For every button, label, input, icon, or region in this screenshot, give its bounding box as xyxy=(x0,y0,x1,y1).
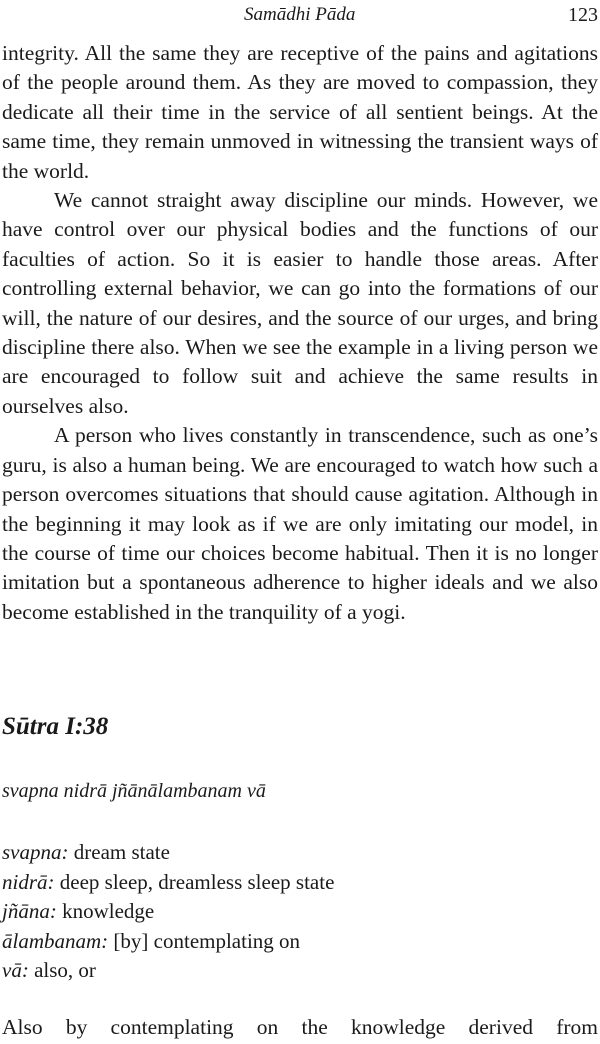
glossary-term: jñāna: xyxy=(2,899,57,923)
glossary-term: nidrā: xyxy=(2,869,55,894)
glossary-entry xyxy=(2,838,334,868)
glossary xyxy=(2,838,334,986)
body-text xyxy=(2,39,598,627)
closing-line: Also by contemplating on the knowledge derived from xyxy=(2,1015,598,1039)
page-number: 123 xyxy=(568,4,598,26)
glossary-definition: deep sleep, dreamless sleep state xyxy=(54,869,335,894)
running-title: Samādhi Pāda xyxy=(244,4,356,25)
glossary-term: ālambanam: xyxy=(2,928,109,953)
glossary-definition: [by] contemplating on xyxy=(108,928,301,953)
glossary-entry xyxy=(2,868,334,898)
paragraph: A person who lives constantly in transcendence, such as one’s guru, is also a human being. We are encouraged to watch how such a person overcomes situations that should cause agitation. Although in the beginning it may look as if we are only imitating our model, in the course of time our choices become habitual. Then it is no longer imitation but a spontaneous adherence to higher ideals and we also become established in the tranquility of a yogi. xyxy=(2,423,598,624)
glossary-term: vā: xyxy=(2,958,29,982)
paragraph: integrity. All the same they are receptive of the pains and agitations of the people around them. As they are moved to compassion, they dedicate all their time in the service of all sentient beings. At the same time, they remain unmoved in witnessing the transient ways of the world. xyxy=(2,41,598,183)
glossary-entry xyxy=(2,897,334,927)
page-header xyxy=(0,2,600,26)
glossary-definition: dream state xyxy=(68,840,170,864)
glossary-term: svapna: xyxy=(2,840,69,864)
sanskrit-verse: svapna nidrā jñānālambanam vā xyxy=(2,780,266,802)
glossary-definition: knowledge xyxy=(56,899,155,923)
glossary-entry xyxy=(2,956,334,986)
glossary-definition: also, or xyxy=(28,958,96,982)
paragraph: We cannot straight away discipline our minds. However, we have control over our physical bodies and the functions of our faculties of action. So it is easier to handle those areas. After controlling external behavior, we can go into the formations of our will, the nature of our desires, and the source of our urges, and bring discipline there also. When we see the example in a living person we are encouraged to follow suit and achieve the same results in ourselves also. xyxy=(2,188,598,418)
sutra-heading: Sūtra I:38 xyxy=(2,713,109,740)
glossary-entry xyxy=(2,927,334,957)
